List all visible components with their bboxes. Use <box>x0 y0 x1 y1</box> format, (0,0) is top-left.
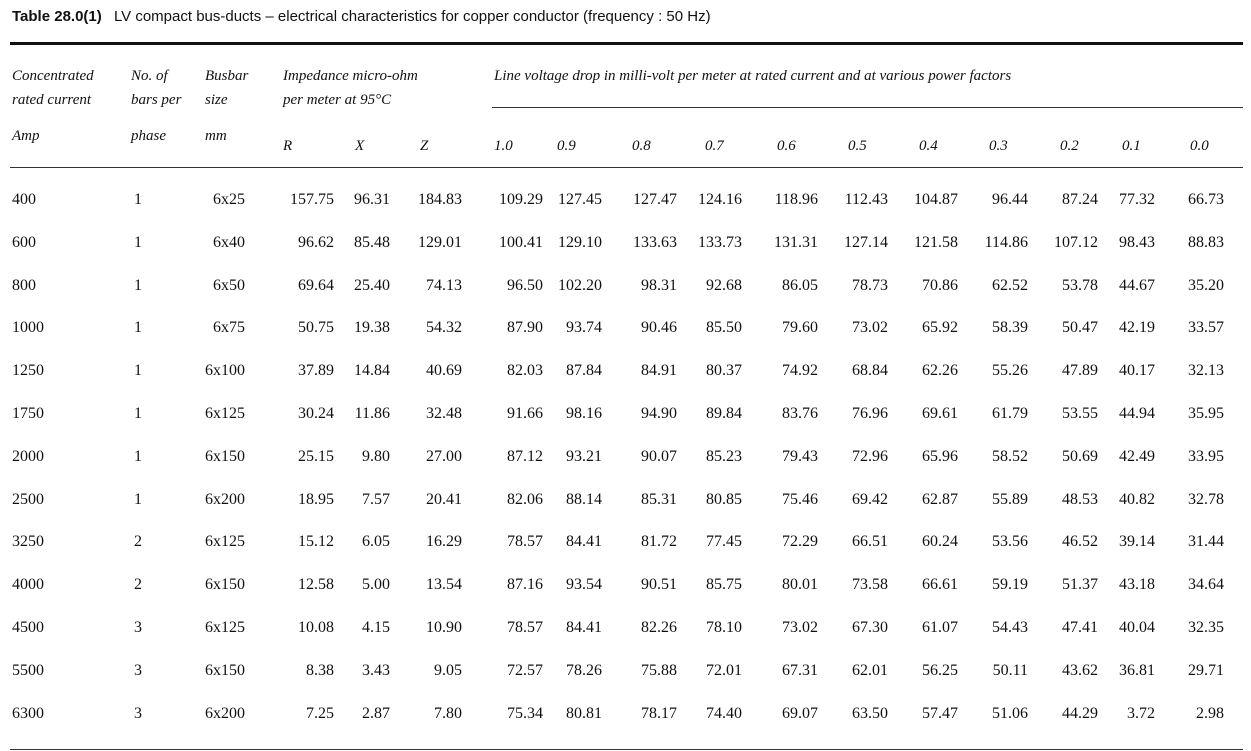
cell-r: 30.24 <box>298 404 334 422</box>
cell-vd: 75.34 <box>507 704 543 722</box>
cell-vd: 69.42 <box>852 490 888 508</box>
cell-vd: 42.19 <box>1119 319 1155 337</box>
cell-vd: 78.57 <box>507 533 543 551</box>
cell-vd: 127.45 <box>558 191 602 208</box>
cell-z: 9.05 <box>434 661 462 679</box>
cell-z: 10.90 <box>426 618 462 636</box>
cell-vd: 51.06 <box>992 704 1028 722</box>
table-row <box>0 312 1251 355</box>
cell-vd: 3.72 <box>1127 704 1155 722</box>
cell-vd: 55.89 <box>992 490 1028 508</box>
table-row <box>0 484 1251 527</box>
header-impedance-r: R <box>283 138 293 154</box>
cell-vd: 2.98 <box>1196 704 1224 722</box>
cell-vd: 85.75 <box>706 576 742 594</box>
cell-vd: 88.14 <box>566 490 602 508</box>
cell-size: 6x25 <box>213 191 245 208</box>
cell-x: 9.80 <box>362 447 390 465</box>
cell-size: 6x50 <box>213 276 245 294</box>
cell-r: 10.08 <box>298 618 334 636</box>
cell-vd: 73.02 <box>852 319 888 337</box>
cell-vd: 50.11 <box>992 661 1028 679</box>
cell-z: 40.69 <box>426 362 462 380</box>
header-voltage-drop: Line voltage drop in milli-volt per meter at rated current and at various power factors <box>494 68 1012 84</box>
cell-vd: 33.95 <box>1188 447 1224 465</box>
cell-size: 6x150 <box>205 447 245 465</box>
cell-vd: 75.88 <box>641 661 677 679</box>
cell-r: 25.15 <box>298 447 334 465</box>
cell-vd: 50.47 <box>1062 319 1098 337</box>
cell-bars: 2 <box>134 533 142 551</box>
header-busbar-line-2: size <box>205 92 228 108</box>
cell-vd: 100.41 <box>499 233 543 251</box>
table-title: LV compact bus-ducts – electrical characteristics for copper conductor (frequency : 50 Hz) <box>113 8 711 25</box>
cell-vd: 84.41 <box>566 618 602 636</box>
cell-size: 6x100 <box>205 362 245 380</box>
power-factor-header: 1.0 <box>494 138 513 154</box>
cell-vd: 54.43 <box>992 618 1028 636</box>
cell-vd: 75.46 <box>782 490 818 508</box>
cell-vd: 118.96 <box>774 191 818 208</box>
cell-vd: 72.96 <box>852 447 888 465</box>
cell-vd: 44.67 <box>1119 276 1155 294</box>
cell-current: 4000 <box>12 576 44 594</box>
cell-current: 6300 <box>12 704 44 722</box>
cell-x: 4.15 <box>362 618 390 636</box>
cell-current: 2500 <box>12 490 44 508</box>
cell-vd: 40.17 <box>1119 362 1155 380</box>
cell-vd: 48.53 <box>1062 490 1098 508</box>
cell-vd: 61.79 <box>992 404 1028 422</box>
table-row <box>0 569 1251 612</box>
cell-vd: 82.06 <box>507 490 543 508</box>
power-factor-header: 0.5 <box>848 138 867 154</box>
power-factor-header: 0.3 <box>989 138 1008 154</box>
power-factor-header: 0.7 <box>705 138 724 154</box>
cell-vd: 47.89 <box>1062 362 1098 380</box>
cell-vd: 78.26 <box>566 661 602 679</box>
cell-vd: 89.84 <box>706 404 742 422</box>
cell-vd: 32.35 <box>1188 618 1224 636</box>
header-bars-line-1: No. of <box>131 68 168 84</box>
cell-vd: 79.43 <box>782 447 818 465</box>
cell-vd: 131.31 <box>774 233 818 251</box>
cell-vd: 61.07 <box>922 618 958 636</box>
voltage-drop-rule <box>492 107 1243 108</box>
cell-z: 20.41 <box>426 490 462 508</box>
cell-vd: 90.07 <box>641 447 677 465</box>
cell-vd: 98.43 <box>1119 233 1155 251</box>
cell-vd: 62.01 <box>852 661 888 679</box>
cell-vd: 33.57 <box>1188 319 1224 337</box>
cell-vd: 73.58 <box>852 576 888 594</box>
cell-vd: 80.01 <box>782 576 818 594</box>
cell-x: 5.00 <box>362 576 390 594</box>
cell-bars: 2 <box>134 576 142 594</box>
table-row <box>0 184 1251 227</box>
cell-vd: 80.37 <box>706 362 742 380</box>
cell-vd: 72.29 <box>782 533 818 551</box>
cell-vd: 112.43 <box>844 191 888 208</box>
cell-x: 19.38 <box>354 319 390 337</box>
cell-vd: 66.61 <box>922 576 958 594</box>
cell-vd: 90.51 <box>641 576 677 594</box>
cell-current: 3250 <box>12 533 44 551</box>
table-body <box>0 184 1251 740</box>
cell-vd: 36.81 <box>1119 661 1155 679</box>
power-factor-header: 0.6 <box>777 138 796 154</box>
cell-vd: 62.87 <box>922 490 958 508</box>
cell-vd: 77.45 <box>706 533 742 551</box>
cell-vd: 133.63 <box>633 233 677 251</box>
cell-vd: 32.78 <box>1188 490 1224 508</box>
cell-z: 184.83 <box>418 191 462 208</box>
header-busbar-line-3: mm <box>205 128 227 144</box>
cell-bars: 1 <box>134 490 142 508</box>
cell-current: 4500 <box>12 618 44 636</box>
cell-vd: 127.47 <box>633 191 677 208</box>
cell-bars: 3 <box>134 661 142 679</box>
cell-vd: 78.57 <box>507 618 543 636</box>
power-factor-header: 0.4 <box>919 138 938 154</box>
power-factor-header: 0.2 <box>1060 138 1079 154</box>
header-impedance-line-1: Impedance micro-ohm <box>283 68 418 84</box>
table-row <box>0 612 1251 655</box>
cell-z: 16.29 <box>426 533 462 551</box>
cell-vd: 90.46 <box>641 319 677 337</box>
header-impedance-x: X <box>355 138 365 154</box>
cell-size: 6x75 <box>213 319 245 337</box>
cell-r: 8.38 <box>306 661 334 679</box>
cell-x: 2.87 <box>362 704 390 722</box>
cell-size: 6x200 <box>205 490 245 508</box>
cell-vd: 96.44 <box>992 191 1028 208</box>
cell-current: 1000 <box>12 319 44 337</box>
cell-r: 15.12 <box>298 533 334 551</box>
cell-vd: 87.24 <box>1062 191 1098 208</box>
cell-vd: 57.47 <box>922 704 958 722</box>
cell-vd: 35.95 <box>1188 404 1224 422</box>
cell-vd: 73.02 <box>782 618 818 636</box>
cell-bars: 1 <box>134 191 142 208</box>
cell-vd: 67.30 <box>852 618 888 636</box>
bottom-rule <box>10 749 1243 750</box>
cell-current: 1750 <box>12 404 44 422</box>
cell-vd: 84.91 <box>641 362 677 380</box>
cell-vd: 32.13 <box>1188 362 1224 380</box>
cell-vd: 58.52 <box>992 447 1028 465</box>
cell-vd: 86.05 <box>782 276 818 294</box>
cell-x: 7.57 <box>362 490 390 508</box>
cell-vd: 96.50 <box>507 276 543 294</box>
cell-vd: 98.16 <box>566 404 602 422</box>
cell-vd: 85.31 <box>641 490 677 508</box>
cell-vd: 70.86 <box>922 276 958 294</box>
cell-vd: 46.52 <box>1062 533 1098 551</box>
cell-z: 32.48 <box>426 404 462 422</box>
cell-bars: 1 <box>134 276 142 294</box>
cell-vd: 87.12 <box>507 447 543 465</box>
cell-size: 6x150 <box>205 661 245 679</box>
power-factor-header: 0.1 <box>1122 138 1141 154</box>
cell-r: 18.95 <box>298 490 334 508</box>
cell-current: 800 <box>12 276 36 294</box>
cell-vd: 65.92 <box>922 319 958 337</box>
cell-vd: 35.20 <box>1188 276 1224 294</box>
table-row <box>0 526 1251 569</box>
cell-vd: 121.58 <box>914 233 958 251</box>
cell-vd: 104.87 <box>914 191 958 208</box>
cell-vd: 53.78 <box>1062 276 1098 294</box>
cell-vd: 80.81 <box>566 704 602 722</box>
cell-vd: 127.14 <box>844 233 888 251</box>
cell-vd: 39.14 <box>1119 533 1155 551</box>
table-row <box>0 227 1251 270</box>
header-rule <box>10 167 1243 168</box>
cell-bars: 1 <box>134 319 142 337</box>
cell-vd: 82.03 <box>507 362 543 380</box>
cell-vd: 94.90 <box>641 404 677 422</box>
cell-x: 96.31 <box>354 191 390 208</box>
cell-vd: 107.12 <box>1054 233 1098 251</box>
cell-vd: 93.54 <box>566 576 602 594</box>
table-row <box>0 441 1251 484</box>
cell-current: 5500 <box>12 661 44 679</box>
header-bars <box>131 64 181 148</box>
cell-size: 6x125 <box>205 533 245 551</box>
cell-vd: 76.96 <box>852 404 888 422</box>
cell-vd: 40.04 <box>1119 618 1155 636</box>
cell-vd: 87.90 <box>507 319 543 337</box>
cell-x: 6.05 <box>362 533 390 551</box>
table-caption <box>12 8 711 25</box>
cell-z: 54.32 <box>426 319 462 337</box>
cell-r: 37.89 <box>298 362 334 380</box>
power-factor-header: 0.8 <box>632 138 651 154</box>
table-row <box>0 655 1251 698</box>
cell-x: 14.84 <box>354 362 390 380</box>
cell-vd: 88.83 <box>1188 233 1224 251</box>
table-row <box>0 398 1251 441</box>
cell-vd: 98.31 <box>641 276 677 294</box>
cell-vd: 43.62 <box>1062 661 1098 679</box>
cell-z: 74.13 <box>426 276 462 294</box>
cell-vd: 67.31 <box>782 661 818 679</box>
cell-vd: 69.61 <box>922 404 958 422</box>
cell-size: 6x200 <box>205 704 245 722</box>
cell-vd: 82.26 <box>641 618 677 636</box>
cell-vd: 60.24 <box>922 533 958 551</box>
cell-z: 13.54 <box>426 576 462 594</box>
header-bars-line-3: phase <box>131 128 166 144</box>
cell-z: 7.80 <box>434 704 462 722</box>
cell-vd: 72.57 <box>507 661 543 679</box>
cell-size: 6x40 <box>213 233 245 251</box>
cell-vd: 77.32 <box>1119 191 1155 208</box>
cell-vd: 53.55 <box>1062 404 1098 422</box>
cell-vd: 87.16 <box>507 576 543 594</box>
cell-vd: 93.74 <box>566 319 602 337</box>
cell-vd: 69.07 <box>782 704 818 722</box>
cell-vd: 91.66 <box>507 404 543 422</box>
cell-r: 96.62 <box>298 233 334 251</box>
table-row <box>0 698 1251 741</box>
cell-vd: 78.10 <box>706 618 742 636</box>
cell-bars: 3 <box>134 618 142 636</box>
cell-bars: 3 <box>134 704 142 722</box>
cell-vd: 92.68 <box>706 276 742 294</box>
header-busbar <box>205 64 248 148</box>
cell-bars: 1 <box>134 233 142 251</box>
table-number: Table 28.0(1) <box>12 8 102 25</box>
cell-r: 157.75 <box>290 191 334 208</box>
cell-x: 25.40 <box>354 276 390 294</box>
cell-vd: 124.16 <box>698 191 742 208</box>
cell-current: 2000 <box>12 447 44 465</box>
cell-vd: 31.44 <box>1188 533 1224 551</box>
cell-r: 7.25 <box>306 704 334 722</box>
cell-vd: 44.94 <box>1119 404 1155 422</box>
cell-bars: 1 <box>134 404 142 422</box>
cell-vd: 133.73 <box>698 233 742 251</box>
cell-vd: 59.19 <box>992 576 1028 594</box>
header-impedance-line-2: per meter at 95°C <box>283 92 392 108</box>
power-factor-header: 0.0 <box>1190 138 1209 154</box>
cell-x: 11.86 <box>354 404 390 422</box>
header-current-line-3: Amp <box>12 128 40 144</box>
cell-current: 1250 <box>12 362 44 380</box>
header-busbar-line-1: Busbar <box>205 68 249 84</box>
cell-vd: 93.21 <box>566 447 602 465</box>
cell-vd: 42.49 <box>1119 447 1155 465</box>
cell-vd: 50.69 <box>1062 447 1098 465</box>
cell-vd: 34.64 <box>1188 576 1224 594</box>
cell-z: 27.00 <box>426 447 462 465</box>
cell-vd: 62.26 <box>922 362 958 380</box>
cell-r: 50.75 <box>298 319 334 337</box>
cell-current: 400 <box>12 191 36 208</box>
table-row <box>0 355 1251 398</box>
cell-vd: 44.29 <box>1062 704 1098 722</box>
header-impedance <box>283 64 418 112</box>
cell-vd: 62.52 <box>992 276 1028 294</box>
cell-vd: 40.82 <box>1119 490 1155 508</box>
cell-vd: 109.29 <box>499 191 543 208</box>
cell-vd: 68.84 <box>852 362 888 380</box>
cell-bars: 1 <box>134 362 142 380</box>
cell-vd: 81.72 <box>641 533 677 551</box>
cell-size: 6x150 <box>205 576 245 594</box>
cell-vd: 65.96 <box>922 447 958 465</box>
header-current-line-1: Concentrated <box>12 68 94 84</box>
cell-r: 69.64 <box>298 276 334 294</box>
cell-vd: 85.50 <box>706 319 742 337</box>
cell-vd: 87.84 <box>566 362 602 380</box>
cell-vd: 78.17 <box>641 704 677 722</box>
cell-vd: 129.10 <box>558 233 602 251</box>
cell-vd: 53.56 <box>992 533 1028 551</box>
cell-vd: 72.01 <box>706 661 742 679</box>
top-rule <box>10 42 1243 45</box>
cell-vd: 85.23 <box>706 447 742 465</box>
cell-vd: 56.25 <box>922 661 958 679</box>
cell-bars: 1 <box>134 447 142 465</box>
cell-vd: 47.41 <box>1062 618 1098 636</box>
cell-vd: 79.60 <box>782 319 818 337</box>
cell-vd: 102.20 <box>558 276 602 294</box>
cell-vd: 74.92 <box>782 362 818 380</box>
header-current-line-2: rated current <box>12 92 92 108</box>
cell-z: 129.01 <box>418 233 462 251</box>
cell-vd: 83.76 <box>782 404 818 422</box>
header-impedance-z: Z <box>420 138 429 154</box>
power-factor-header: 0.9 <box>557 138 576 154</box>
table-row <box>0 270 1251 313</box>
cell-r: 12.58 <box>298 576 334 594</box>
cell-size: 6x125 <box>205 404 245 422</box>
cell-vd: 114.86 <box>984 233 1028 251</box>
cell-vd: 66.51 <box>852 533 888 551</box>
header-current <box>12 64 94 148</box>
cell-vd: 55.26 <box>992 362 1028 380</box>
cell-vd: 66.73 <box>1188 191 1224 208</box>
cell-vd: 51.37 <box>1062 576 1098 594</box>
cell-vd: 80.85 <box>706 490 742 508</box>
cell-vd: 84.41 <box>566 533 602 551</box>
cell-current: 600 <box>12 233 36 251</box>
cell-vd: 74.40 <box>706 704 742 722</box>
cell-vd: 43.18 <box>1119 576 1155 594</box>
cell-vd: 63.50 <box>852 704 888 722</box>
cell-vd: 29.71 <box>1188 661 1224 679</box>
cell-size: 6x125 <box>205 618 245 636</box>
cell-vd: 58.39 <box>992 319 1028 337</box>
cell-x: 3.43 <box>362 661 390 679</box>
header-bars-line-2: bars per <box>131 92 182 108</box>
cell-x: 85.48 <box>354 233 390 251</box>
cell-vd: 78.73 <box>852 276 888 294</box>
